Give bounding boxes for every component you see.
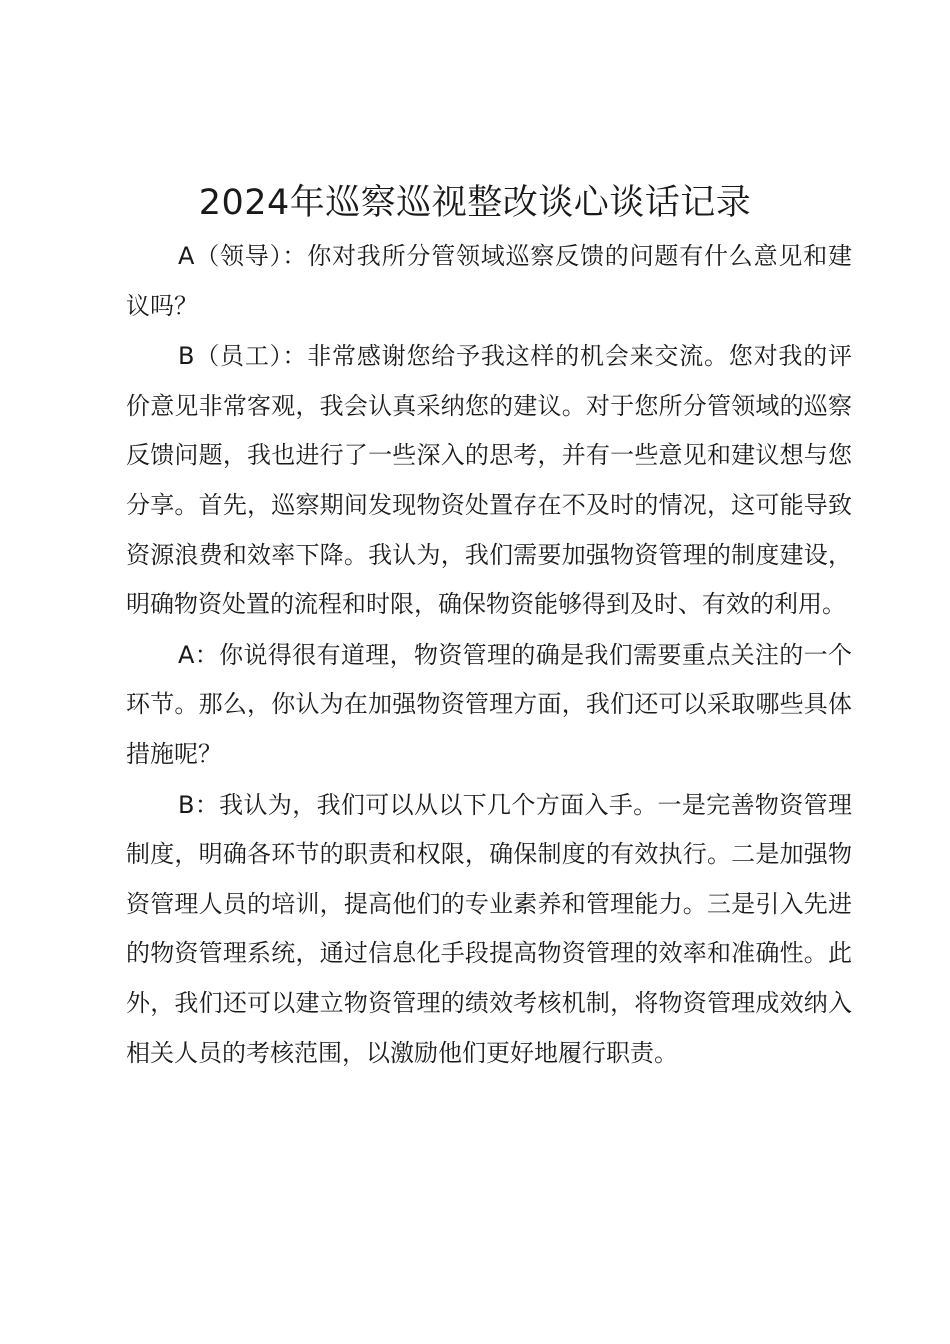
document-body xyxy=(126,232,852,1078)
paragraph-leader-followup: A：你说得很有道理，物资管理的确是我们需要重点关注的一个环节。那么，你认为在加强物资管理方面，我们还可以采取哪些具体措施呢？ xyxy=(126,640,852,768)
document-title: 2024年巡察巡视整改谈心谈话记录 xyxy=(198,183,752,223)
paragraph-staff-response: B（员工）：非常感谢您给予我这样的机会来交流。您对我的评价意见非常客观，我会认真采纳您的建议。对于您所分管领域的巡察反馈问题，我也进行了一些深入的思考，并有一些意见和建议想与您分享。首先，巡察期间发现物资处置存在不及时的情况，这可能导致资源浪费和效率下降。我认为，我们需要加强物资管理的制度建设，明确物资处置的流程和时限，确保物资能够得到及时、有效的利用。 xyxy=(126,342,852,619)
paragraph-staff-measures: B：我认为，我们可以从以下几个方面入手。一是完善物资管理制度，明确各环节的职责和权限，确保制度的有效执行。二是加强物资管理人员的培训，提高他们的专业素养和管理能力。三是引入先进的物资管理系统，通过信息化手段提高物资管理的效率和准确性。此外，我们还可以建立物资管理的绩效考核机制，将物资管理成效纳入相关人员的考核范围，以激励他们更好地履行职责。 xyxy=(126,790,852,1067)
paragraph-leader-question: A（领导）：你对我所分管领域巡察反馈的问题有什么意见和建议吗？ xyxy=(126,242,852,320)
